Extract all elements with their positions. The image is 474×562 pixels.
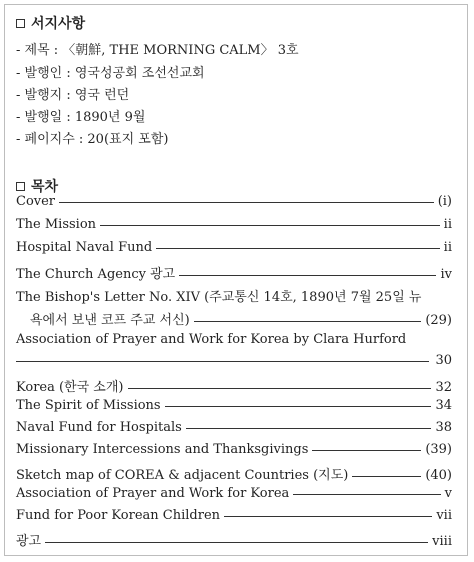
- toc-entry-continuation: [16, 353, 452, 368]
- toc-entry-title: Fund for Poor Korean Children: [16, 508, 221, 523]
- bib-heading-label: 서지사항: [31, 16, 86, 32]
- toc-entry-page: (29): [425, 313, 452, 328]
- leader-line: [224, 516, 432, 517]
- leader-line: [352, 476, 421, 477]
- toc-entry: [16, 442, 452, 457]
- bib-item-date: - 발행일 : 1890년 9월: [16, 110, 146, 125]
- toc-entry-title: The Mission: [16, 217, 97, 232]
- leader-line: [293, 494, 440, 495]
- leader-line: [186, 428, 432, 429]
- leader-line: [165, 406, 432, 407]
- toc-entry-page: viii: [432, 534, 452, 549]
- toc-entry: [16, 194, 452, 209]
- toc-entry-title: Sketch map of COREA & adjacent Countries (지도): [16, 468, 349, 483]
- bib-item-place: - 발행지 : 영국 런던: [16, 88, 130, 103]
- toc-entry-title: 광고: [16, 534, 42, 549]
- toc-entry-page: 34: [435, 398, 452, 413]
- bib-heading: [16, 13, 85, 33]
- toc-entry-title: Association of Prayer and Work for Korea by Clara Hurford: [16, 332, 407, 347]
- toc-entry-page: (i): [437, 194, 452, 209]
- toc-entry-title: The Bishop's Letter No. XIV (주교통신 14호, 1890년 7월 25일 뉴: [16, 290, 422, 305]
- leader-line: [16, 361, 429, 362]
- toc-entry-title: Naval Fund for Hospitals: [16, 420, 182, 435]
- toc-entry: [16, 464, 452, 483]
- toc-entry-page: (39): [425, 442, 452, 457]
- toc-entry-page: (40): [425, 468, 452, 483]
- toc-entry-title: The Spirit of Missions: [16, 398, 161, 413]
- toc-entry: [16, 508, 452, 523]
- toc-heading: [16, 176, 58, 196]
- toc-entry-page: 32: [435, 380, 452, 395]
- toc-entry: [16, 486, 452, 501]
- toc-entry-page: ii: [443, 217, 452, 232]
- leader-line: [156, 248, 439, 249]
- toc-entry-title: Missionary Intercessions and Thanksgivings: [16, 442, 309, 457]
- toc-entry-continuation: [30, 309, 452, 328]
- toc-heading-label: 목차: [31, 179, 59, 195]
- toc-entry: [16, 217, 452, 232]
- bib-item-publisher: - 발행인 : 영국성공회 조선선교회: [16, 66, 205, 81]
- leader-line: [45, 542, 428, 543]
- toc-entry-title: Hospital Naval Fund: [16, 240, 153, 255]
- toc-entry: [16, 263, 452, 282]
- toc-entry: [16, 530, 452, 549]
- checkbox-square-icon: [16, 182, 25, 191]
- leader-line: [128, 388, 432, 389]
- toc-entry-page: 30: [435, 353, 452, 368]
- toc-entry-page: ii: [443, 240, 452, 255]
- leader-line: [100, 225, 440, 226]
- toc-entry-title-cont: 욕에서 보낸 코프 주교 서신): [30, 313, 190, 328]
- leader-line: [59, 202, 434, 203]
- leader-line: [179, 275, 436, 276]
- toc-entry-title: The Church Agency 광고: [16, 267, 176, 282]
- toc-entry-title: Association of Prayer and Work for Korea: [16, 486, 290, 501]
- bib-item-title: - 제목 : 〈朝鮮, THE MORNING CALM〉 3호: [16, 43, 299, 58]
- toc-entry-page: v: [444, 486, 452, 501]
- toc-entry-page: vii: [436, 508, 452, 523]
- toc-entry-page: iv: [440, 267, 452, 282]
- toc-entry: [16, 376, 452, 395]
- leader-line: [194, 321, 422, 322]
- toc-entry: [16, 286, 452, 305]
- toc-entry-page: 38: [435, 420, 452, 435]
- toc-entry: [16, 398, 452, 413]
- checkbox-square-icon: [16, 19, 25, 28]
- toc-entry: [16, 420, 452, 435]
- bib-item-pages: - 페이지수 : 20(표지 포함): [16, 132, 169, 147]
- toc-entry-title: Cover: [16, 194, 56, 209]
- toc-entry: [16, 332, 452, 347]
- toc-entry-title: Korea (한국 소개): [16, 380, 124, 395]
- leader-line: [312, 450, 421, 451]
- toc-entry: [16, 240, 452, 255]
